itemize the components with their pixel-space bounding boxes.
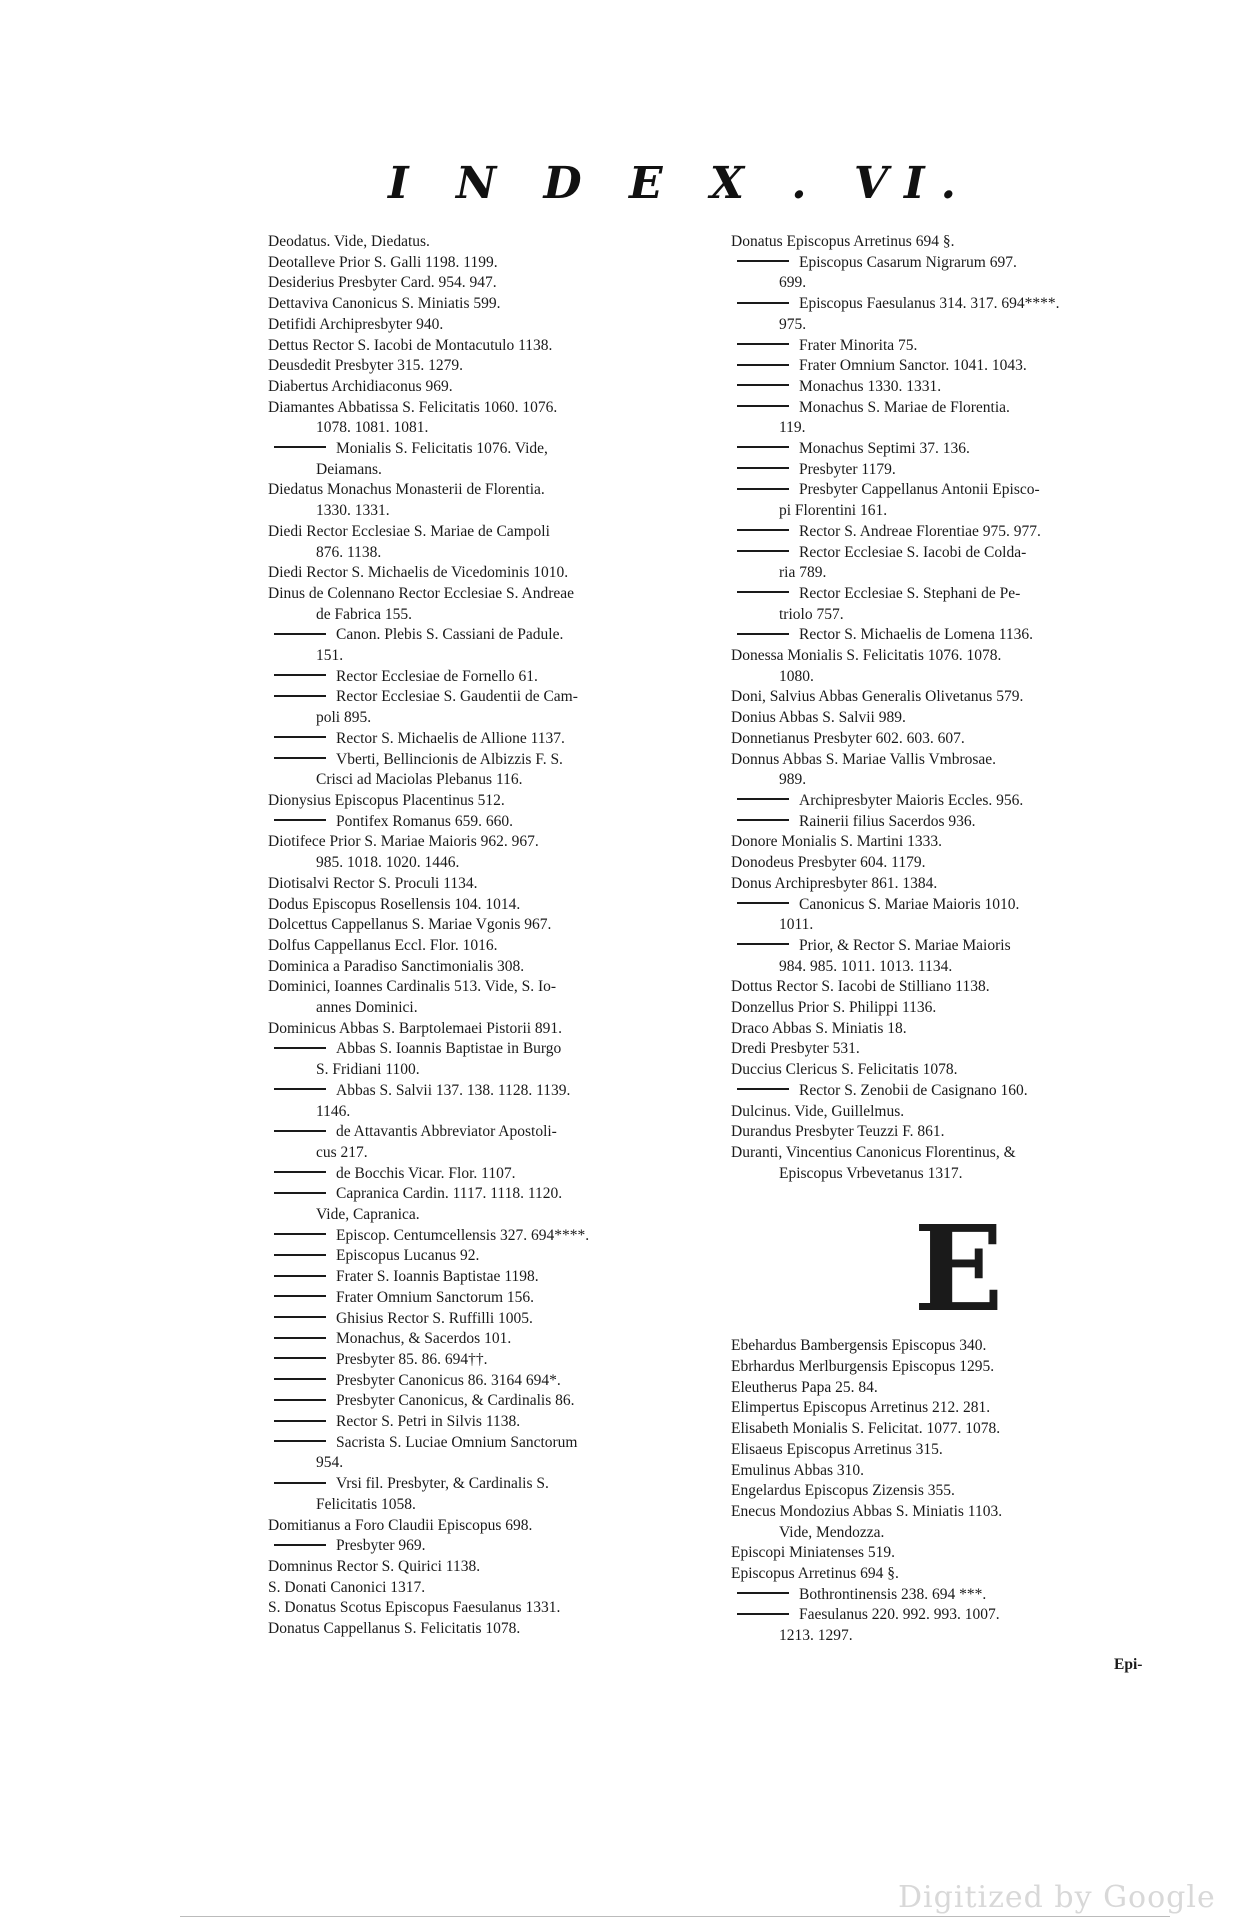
index-entry: Capranica Cardin. 1117. 1118. 1120. — [268, 1184, 723, 1205]
index-entry: Canon. Plebis S. Cassiani de Padule. — [268, 625, 723, 646]
index-entry: Deodatus. Vide, Diedatus. — [268, 233, 430, 250]
index-entry: de Fabrica 155. — [316, 605, 412, 623]
index-entry: Dottus Rector S. Iacobi de Stilliano 1138. — [731, 978, 990, 996]
index-entry: Duranti, Vincentius Canonicus Florentinus, & — [731, 1143, 1016, 1161]
index-entry: Deotalleve Prior S. Galli 1198. 1199. — [268, 253, 498, 271]
index-entry: Deiamans. — [316, 460, 382, 478]
index-entry: Donzellus Prior S. Philippi 1136. — [731, 999, 937, 1017]
index-entry: 1078. 1081. 1081. — [316, 419, 429, 437]
index-entry: de Bocchis Vicar. Flor. 1107. — [268, 1164, 723, 1185]
index-entry: Duccius Clericus S. Felicitatis 1078. — [731, 1061, 958, 1079]
index-entry: Donessa Monialis S. Felicitatis 1076. 1078. — [731, 647, 1002, 665]
index-entry: Dolcettus Cappellanus S. Mariae Vgonis 967. — [268, 916, 552, 934]
index-entry: Emulinus Abbas 310. — [731, 1461, 865, 1479]
index-entry: Sacrista S. Luciae Omnium Sanctorum — [268, 1433, 723, 1454]
index-entry: Dredi Presbyter 531. — [731, 1040, 860, 1058]
index-entry: Domitianus a Foro Claudii Episcopus 698. — [268, 1516, 533, 1534]
index-entry: Rector Ecclesiae S. Gaudentii de Cam- — [268, 687, 723, 708]
index-entry: triolo 757. — [779, 605, 844, 623]
index-entry: 984. 985. 1011. 1013. 1134. — [779, 957, 953, 975]
index-entry: 975. — [779, 315, 807, 333]
digitization-watermark: Digitized by Google — [898, 1880, 1216, 1915]
index-entry: Presbyter Canonicus 86. 3164 694*. — [268, 1371, 723, 1392]
index-entry: Enecus Mondozius Abbas S. Miniatis 1103. — [731, 1502, 1003, 1520]
index-entry: Canonicus S. Mariae Maioris 1010. — [731, 895, 1186, 916]
index-entry: Vrsi fil. Presbyter, & Cardinalis S. — [268, 1474, 723, 1495]
index-entry: Donore Monialis S. Martini 1333. — [731, 833, 942, 851]
index-entry: Rector S. Petri in Silvis 1138. — [268, 1412, 723, 1433]
index-entry: Donnus Abbas S. Mariae Vallis Vmbrosae. — [731, 750, 997, 768]
page-bottom-edge — [180, 1916, 1170, 1917]
index-entry: Rector S. Michaelis de Lomena 1136. — [731, 625, 1186, 646]
index-entry: Ebrhardus Merlburgensis Episcopus 1295. — [731, 1358, 995, 1376]
index-entry: Dulcinus. Vide, Guillelmus. — [731, 1102, 905, 1120]
index-entry: Vberti, Bellincionis de Albizzis F. S. — [268, 750, 723, 771]
index-entry: 985. 1018. 1020. 1446. — [316, 854, 460, 872]
index-entry: 989. — [779, 771, 807, 789]
index-entry: Dettus Rector S. Iacobi de Montacutulo 1138. — [268, 336, 553, 354]
index-entry: 954. — [316, 1454, 344, 1472]
index-entry: pi Florentini 161. — [779, 502, 888, 520]
index-entry: Diamantes Abbatissa S. Felicitatis 1060. 1076. — [268, 398, 558, 416]
index-entry: Monachus 1330. 1331. — [731, 377, 1186, 398]
index-entry: Dominici, Ioannes Cardinalis 513. Vide, S. Io- — [268, 978, 557, 996]
index-entry: Faesulanus 220. 992. 993. 1007. — [731, 1605, 1186, 1626]
index-entry: Ghisius Rector S. Ruffilli 1005. — [268, 1309, 723, 1330]
index-entry: Frater Omnium Sanctor. 1041. 1043. — [731, 356, 1186, 377]
index-entry: Dodus Episcopus Rosellensis 104. 1014. — [268, 895, 521, 913]
index-entry: Episcopus Arretinus 694 §. — [731, 1565, 899, 1583]
left-column — [268, 232, 723, 1640]
index-entry: 1146. — [316, 1102, 351, 1120]
index-entry: Durandus Presbyter Teuzzi F. 861. — [731, 1123, 945, 1141]
index-entry: Dinus de Colennano Rector Ecclesiae S. Andreae — [268, 584, 575, 602]
index-entry: Diedi Rector S. Michaelis de Vicedominis 1010. — [268, 564, 569, 582]
index-entry: annes Dominici. — [316, 999, 418, 1017]
index-entry: Rector S. Andreae Florentiae 975. 977. — [731, 522, 1186, 543]
index-entry: Pontifex Romanus 659. 660. — [268, 812, 723, 833]
index-entry: Bothrontinensis 238. 694 ***. — [731, 1585, 1186, 1606]
index-entry: 876. 1138. — [316, 543, 382, 561]
index-entry: Episcopi Miniatenses 519. — [731, 1544, 896, 1562]
index-entry: 1011. — [779, 916, 814, 934]
index-entry: Abbas S. Salvii 137. 138. 1128. 1139. — [268, 1081, 723, 1102]
index-entry: Rector S. Zenobii de Casignano 160. — [731, 1081, 1186, 1102]
index-entry: Monachus S. Mariae de Florentia. — [731, 398, 1186, 419]
right-column — [731, 232, 1186, 1647]
index-entry: Diedi Rector Ecclesiae S. Mariae de Campoli — [268, 522, 550, 540]
index-entry: 1330. 1331. — [316, 502, 390, 520]
index-entry: Donnetianus Presbyter 602. 603. 607. — [731, 729, 965, 747]
index-entry: Donodeus Presbyter 604. 1179. — [731, 854, 926, 872]
index-entry: Crisci ad Maciolas Plebanus 116. — [316, 771, 523, 789]
index-entry: Prior, & Rector S. Mariae Maioris — [731, 936, 1186, 957]
index-entry: Episcop. Centumcellensis 327. 694****. — [268, 1226, 723, 1247]
index-entry: Frater Minorita 75. — [731, 336, 1186, 357]
index-entry: Elisabeth Monialis S. Felicitat. 1077. 1078. — [731, 1420, 1001, 1438]
index-entry: Rector Ecclesiae S. Stephani de Pe- — [731, 584, 1186, 605]
index-entry: Monachus Septimi 37. 136. — [731, 439, 1186, 460]
index-entry: Eleutherus Papa 25. 84. — [731, 1378, 878, 1396]
index-entry: S. Fridiani 1100. — [316, 1061, 420, 1079]
index-entry: Desiderius Presbyter Card. 954. 947. — [268, 274, 497, 292]
section-letter-e: E — [913, 1199, 1004, 1339]
index-entry: Episcopus Faesulanus 314. 317. 694****. — [731, 294, 1186, 315]
page-title: I N D E X . VI. — [388, 158, 972, 209]
index-entry: Donus Archipresbyter 861. 1384. — [731, 874, 938, 892]
index-entry: cus 217. — [316, 1143, 368, 1161]
index-entry: S. Donati Canonici 1317. — [268, 1578, 426, 1596]
index-entry: Vide, Mendozza. — [779, 1523, 885, 1541]
index-entry: 151. — [316, 647, 344, 665]
index-entry: Presbyter Cappellanus Antonii Episco- — [731, 480, 1186, 501]
index-entry: Dolfus Cappellanus Eccl. Flor. 1016. — [268, 936, 498, 954]
index-entry: Rector Ecclesiae de Fornello 61. — [268, 667, 723, 688]
index-entry: Rector Ecclesiae S. Iacobi de Colda- — [731, 543, 1186, 564]
index-entry: 119. — [779, 419, 806, 437]
catchword: Epi- — [1114, 1656, 1143, 1673]
index-entry: Donius Abbas S. Salvii 989. — [731, 709, 906, 727]
index-entry: Elimpertus Episcopus Arretinus 212. 281. — [731, 1399, 991, 1417]
index-entry: Episcopus Casarum Nigrarum 697. — [731, 253, 1186, 274]
index-entry: S. Donatus Scotus Episcopus Faesulanus 1331. — [268, 1599, 561, 1617]
index-entry: Donatus Cappellanus S. Felicitatis 1078. — [268, 1620, 521, 1638]
index-entry: Engelardus Episcopus Zizensis 355. — [731, 1482, 955, 1500]
index-entry: Presbyter 969. — [268, 1536, 723, 1557]
index-entry: Draco Abbas S. Miniatis 18. — [731, 1019, 907, 1037]
index-entry: ria 789. — [779, 564, 827, 582]
index-entry: Dionysius Episcopus Placentinus 512. — [268, 791, 505, 809]
index-entry: Frater S. Ioannis Baptistae 1198. — [268, 1267, 723, 1288]
index-entry: Detifidi Archipresbyter 940. — [268, 315, 444, 333]
index-entry: Dominica a Paradiso Sanctimonialis 308. — [268, 957, 525, 975]
index-entry: Felicitatis 1058. — [316, 1495, 416, 1513]
index-entry: Doni, Salvius Abbas Generalis Olivetanus 579. — [731, 688, 1024, 706]
index-entry: Rainerii filius Sacerdos 936. — [731, 812, 1186, 833]
index-entry: Domninus Rector S. Quirici 1138. — [268, 1558, 481, 1575]
index-entry: Dettaviva Canonicus S. Miniatis 599. — [268, 295, 501, 313]
index-entry: Episcopus Vrbevetanus 1317. — [779, 1164, 963, 1182]
index-entry: Presbyter 1179. — [731, 460, 1186, 481]
index-entry: Monachus, & Sacerdos 101. — [268, 1329, 723, 1350]
index-entry: Diedatus Monachus Monasterii de Florentia. — [268, 481, 545, 499]
right-column-d-entries — [731, 232, 1186, 1184]
index-entry: de Attavantis Abbreviator Apostoli- — [268, 1122, 723, 1143]
index-entry: Rector S. Michaelis de Allione 1137. — [268, 729, 723, 750]
index-entry: Monialis S. Felicitatis 1076. Vide, — [268, 439, 723, 460]
index-entry: Diotisalvi Rector S. Proculi 1134. — [268, 874, 478, 892]
index-entry: Donatus Episcopus Arretinus 694 §. — [731, 233, 955, 250]
index-entry: 1080. — [779, 667, 814, 685]
index-entry: Vide, Capranica. — [316, 1206, 420, 1224]
index-entry: Ebehardus Bambergensis Episcopus 340. — [731, 1337, 987, 1355]
index-entry: Presbyter Canonicus, & Cardinalis 86. — [268, 1391, 723, 1412]
index-entry: Frater Omnium Sanctorum 156. — [268, 1288, 723, 1309]
index-entry: 699. — [779, 274, 807, 292]
index-entry: Deusdedit Presbyter 315. 1279. — [268, 357, 464, 375]
index-entry: Presbyter 85. 86. 694††. — [268, 1350, 723, 1371]
index-entry: Dominicus Abbas S. Barptolemaei Pistorii 891. — [268, 1019, 563, 1037]
index-entry: Elisaeus Episcopus Arretinus 315. — [731, 1440, 943, 1458]
index-entry: Diotifece Prior S. Mariae Maioris 962. 967. — [268, 833, 539, 851]
index-entry: Episcopus Lucanus 92. — [268, 1246, 723, 1267]
index-entry: Diabertus Archidiaconus 969. — [268, 377, 453, 395]
right-column-e-entries — [731, 1336, 1186, 1647]
index-entry: Archipresbyter Maioris Eccles. 956. — [731, 791, 1186, 812]
index-entry: poli 895. — [316, 709, 372, 727]
index-entry: Abbas S. Ioannis Baptistae in Burgo — [268, 1039, 723, 1060]
index-entry: 1213. 1297. — [779, 1627, 853, 1645]
